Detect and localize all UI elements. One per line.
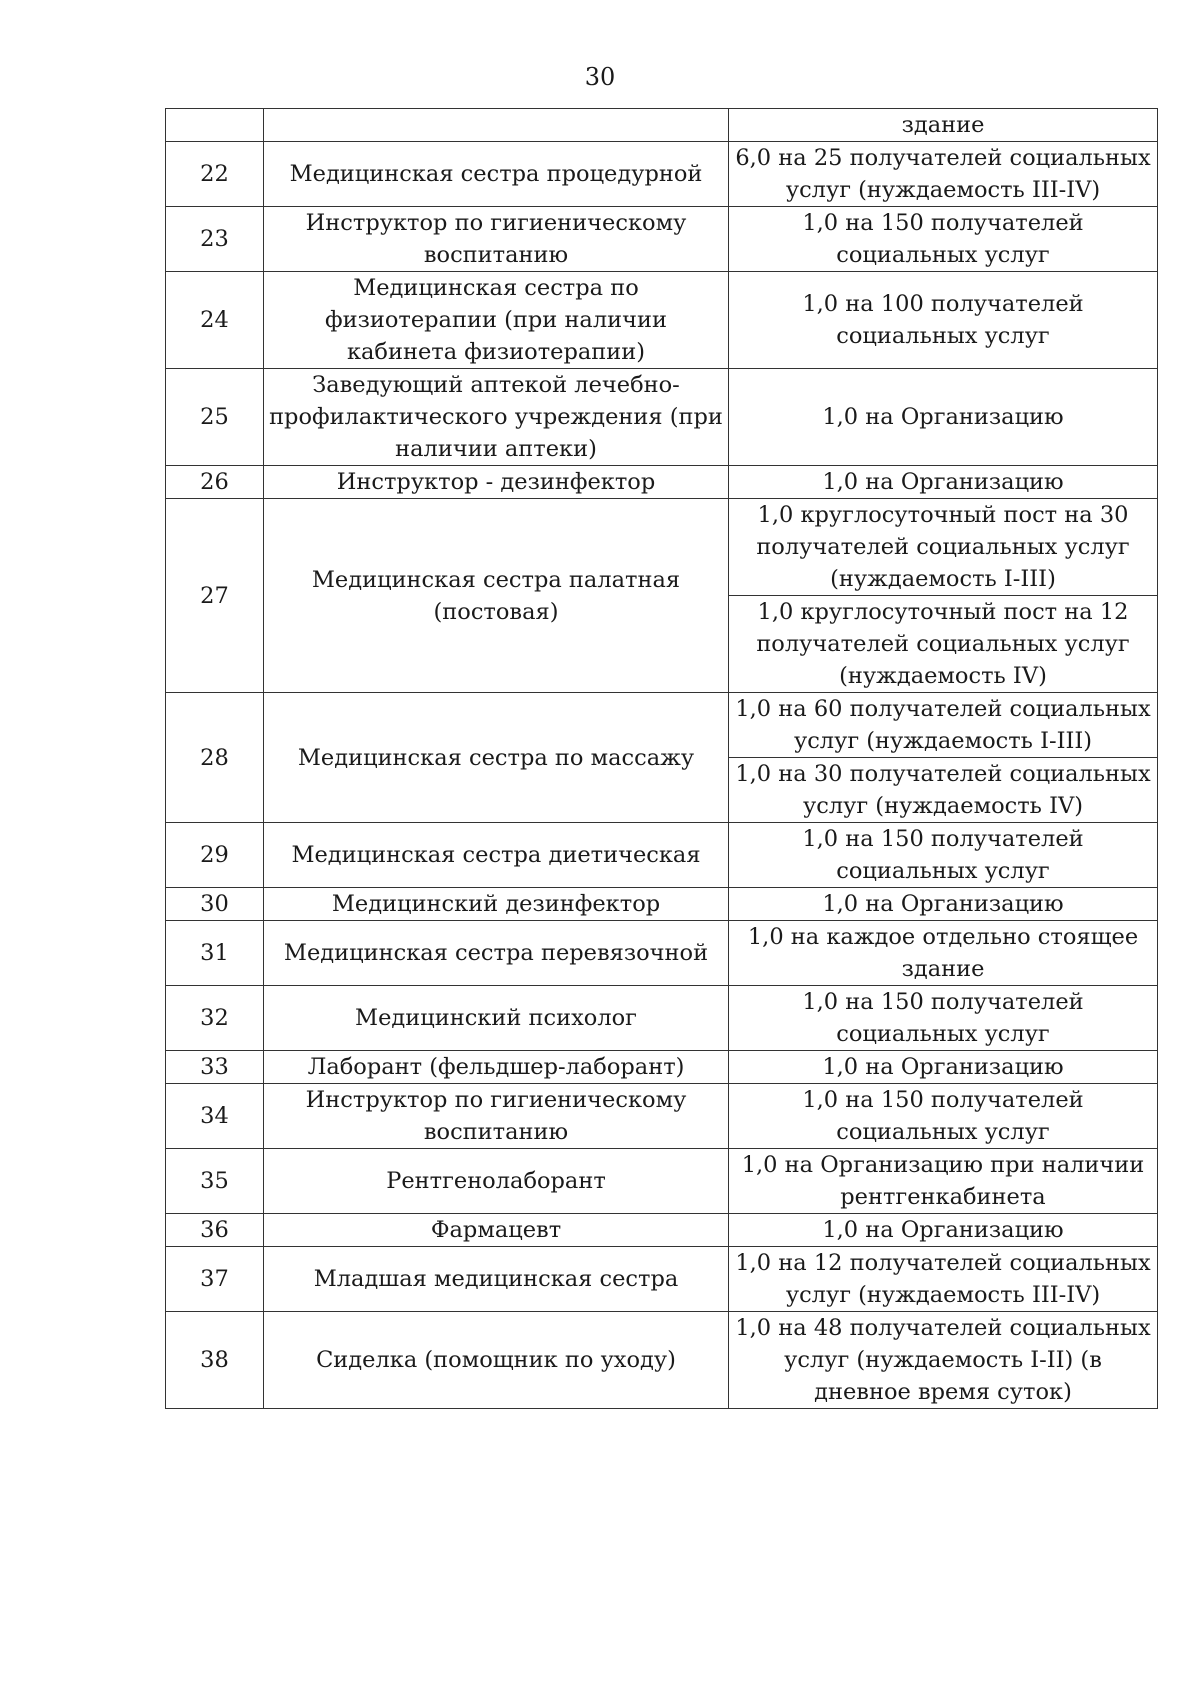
position-cell: Медицинский психолог: [264, 986, 729, 1051]
position-cell: Заведующий аптекой лечебно-профилактического учреждения (при наличии аптеки): [264, 369, 729, 466]
position-cell: Младшая медицинская сестра: [264, 1247, 729, 1312]
table-row: [166, 986, 1158, 1051]
norm-cell: 1,0 на 150 получателей социальных услуг: [729, 823, 1158, 888]
number-cell: 30: [166, 888, 264, 921]
table-row: [166, 369, 1158, 466]
position-cell: Медицинская сестра по массажу: [264, 693, 729, 823]
position-cell: Сиделка (помощник по уходу): [264, 1312, 729, 1409]
position-cell: Медицинская сестра диетическая: [264, 823, 729, 888]
position-cell: Лаборант (фельдшер-лаборант): [264, 1051, 729, 1084]
norm-cell: 1,0 на Организацию: [729, 466, 1158, 499]
norm-cell: 1,0 на 60 получателей социальных услуг (нуждаемость I-III): [729, 693, 1158, 758]
norm-cell: 1,0 на 150 получателей социальных услуг: [729, 1084, 1158, 1149]
number-cell: 32: [166, 986, 264, 1051]
norm-cell: 1,0 на 100 получателей социальных услуг: [729, 272, 1158, 369]
table-row: [166, 1149, 1158, 1214]
position-cell: Рентгенолаборант: [264, 1149, 729, 1214]
table-row: [166, 1051, 1158, 1084]
position-cell: Медицинская сестра процедурной: [264, 142, 729, 207]
table-row: [166, 207, 1158, 272]
position-cell: Медицинская сестра по физиотерапии (при наличии кабинета физиотерапии): [264, 272, 729, 369]
norm-cell: 1,0 на Организацию: [729, 1051, 1158, 1084]
norm-cell: 1,0 на 30 получателей социальных услуг (нуждаемость IV): [729, 758, 1158, 823]
number-cell: 29: [166, 823, 264, 888]
number-cell: 24: [166, 272, 264, 369]
position-cell: Медицинский дезинфектор: [264, 888, 729, 921]
table-row: [166, 921, 1158, 986]
table-row: [166, 888, 1158, 921]
number-cell: 28: [166, 693, 264, 823]
number-cell: 33: [166, 1051, 264, 1084]
table-row: [166, 272, 1158, 369]
position-cell: Медицинская сестра палатная (постовая): [264, 499, 729, 693]
table-row: [166, 1312, 1158, 1409]
norm-cell: 6,0 на 25 получателей социальных услуг (нуждаемость III-IV): [729, 142, 1158, 207]
position-cell: Инструктор по гигиеническому воспитанию: [264, 1084, 729, 1149]
norm-cell: 1,0 на Организацию: [729, 1214, 1158, 1247]
table-row: [166, 1214, 1158, 1247]
number-cell: 36: [166, 1214, 264, 1247]
number-cell: 22: [166, 142, 264, 207]
table-row: [166, 1247, 1158, 1312]
number-cell: 38: [166, 1312, 264, 1409]
position-cell: [264, 109, 729, 142]
norm-cell: 1,0 на Организацию: [729, 369, 1158, 466]
number-cell: 26: [166, 466, 264, 499]
table-row: [166, 1084, 1158, 1149]
norm-cell: 1,0 круглосуточный пост на 12 получателей социальных услуг (нуждаемость IV): [729, 596, 1158, 693]
number-cell: 35: [166, 1149, 264, 1214]
position-cell: Инструктор - дезинфектор: [264, 466, 729, 499]
norm-cell: 1,0 на 150 получателей социальных услуг: [729, 986, 1158, 1051]
number-cell: 27: [166, 499, 264, 693]
norm-cell: 1,0 на 150 получателей социальных услуг: [729, 207, 1158, 272]
number-cell: 23: [166, 207, 264, 272]
staffing-table: [165, 108, 1158, 1409]
table-row: [166, 693, 1158, 758]
table-row: [166, 466, 1158, 499]
norm-cell: 1,0 на 12 получателей социальных услуг (нуждаемость III-IV): [729, 1247, 1158, 1312]
norm-cell: 1,0 круглосуточный пост на 30 получателей социальных услуг (нуждаемость I-III): [729, 499, 1158, 596]
table-row: [166, 142, 1158, 207]
position-cell: Инструктор по гигиеническому воспитанию: [264, 207, 729, 272]
number-cell: 37: [166, 1247, 264, 1312]
table-row-continuation: [166, 109, 1158, 142]
table-row: [166, 499, 1158, 596]
norm-cell: 1,0 на Организацию при наличии рентгенкабинета: [729, 1149, 1158, 1214]
norm-cell: 1,0 на Организацию: [729, 888, 1158, 921]
norm-cell: 1,0 на каждое отдельно стоящее здание: [729, 921, 1158, 986]
number-cell: 25: [166, 369, 264, 466]
norm-cell: 1,0 на 48 получателей социальных услуг (нуждаемость I-II) (в дневное время суток): [729, 1312, 1158, 1409]
norm-cell: здание: [729, 109, 1158, 142]
number-cell: [166, 109, 264, 142]
position-cell: Медицинская сестра перевязочной: [264, 921, 729, 986]
position-cell: Фармацевт: [264, 1214, 729, 1247]
number-cell: 31: [166, 921, 264, 986]
table-row: [166, 823, 1158, 888]
page-number: 30: [584, 63, 616, 91]
number-cell: 34: [166, 1084, 264, 1149]
